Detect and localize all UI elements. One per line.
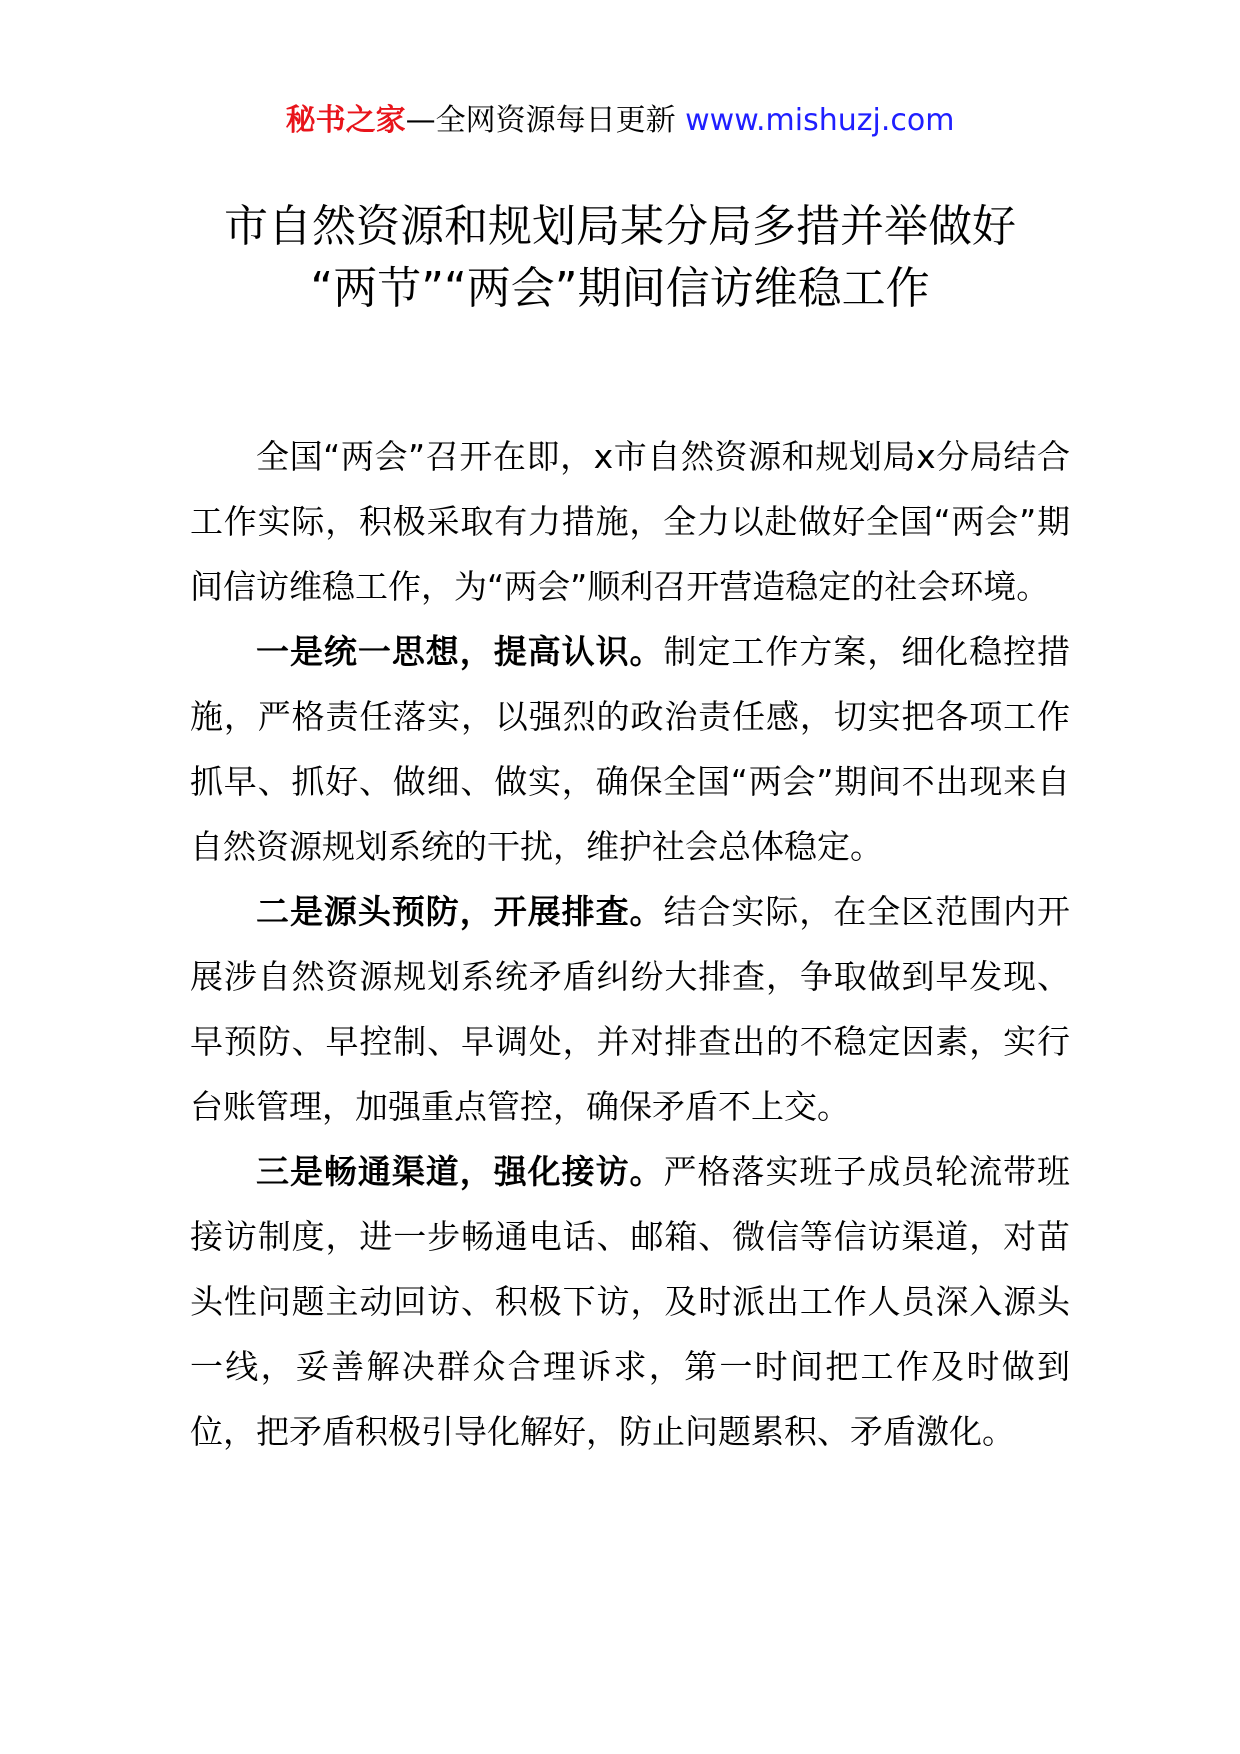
point-three-paragraph (190, 1139, 1070, 1464)
paragraph-text: 制定工作方案，细化稳控措施，严格责任落实，以强烈的政治责任感，切实把各项工作抓早、抓好、做细、做实，确保全国“两会”期间不出现来自自然资源规划系统的干扰，维护社会总体稳定。 (190, 632, 1071, 866)
title-line-1: 市自然资源和规划局某分局多措并举做好 (224, 201, 1016, 252)
paragraph-text: 结合实际，在全区范围内开展涉自然资源规划系统矛盾纠纷大排查，争取做到早发现、早预防、早控制、早调处，并对排查出的不稳定因素，实行台账管理，加强重点管控，确保矛盾不上交。 (190, 892, 1071, 1126)
paragraph-lead: 三是畅通渠道，强化接访。 (256, 1152, 664, 1191)
paragraph-lead: 二是源头预防，开展排查。 (256, 892, 664, 931)
title-line-2: “两节”“两会”期间信访维稳工作 (310, 263, 930, 314)
brand-name: 秘书之家 (285, 103, 406, 138)
document-title (150, 196, 1090, 320)
site-link[interactable]: www.mishuzj.com (685, 103, 955, 138)
paragraph-lead: 一是统一思想，提高认识。 (256, 632, 664, 671)
document-body (190, 424, 1070, 1464)
header-tagline: —全网资源每日更新 (405, 103, 676, 138)
site-header (0, 98, 1240, 144)
point-one-paragraph (190, 619, 1070, 879)
point-two-paragraph (190, 879, 1070, 1139)
paragraph-text: 严格落实班子成员轮流带班接访制度，进一步畅通电话、邮箱、微信等信访渠道，对苗头性问题主动回访、积极下访，及时派出工作人员深入源头一线，妥善解决群众合理诉求，第一时间把工作及时做到位，把矛盾积极引导化解好，防止问题累积、矛盾激化。 (190, 1152, 1071, 1451)
paragraph-text: 全国“两会”召开在即，x市自然资源和规划局x分局结合工作实际，积极采取有力措施，全力以赴做好全国“两会”期间信访维稳工作，为“两会”顺利召开营造稳定的社会环境。 (190, 437, 1070, 606)
intro-paragraph (190, 424, 1070, 619)
